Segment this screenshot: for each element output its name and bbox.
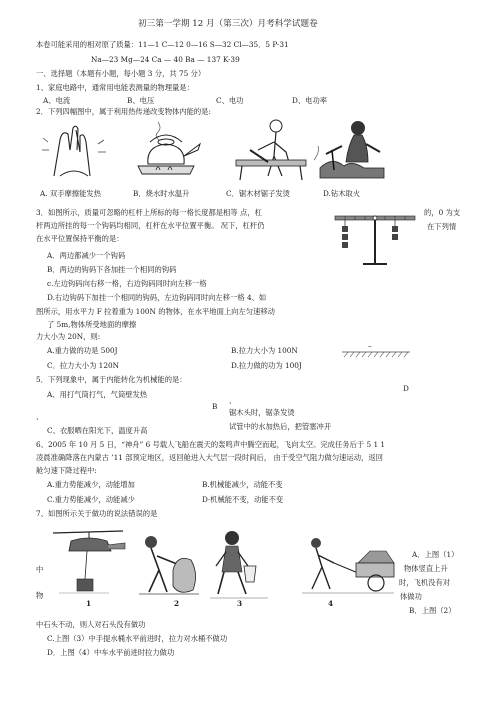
q6-line-3: 舱匀速下降过程中:	[36, 466, 97, 475]
q6-line-1: 6、2005 年 10 月 5 日，“神舟” 6 号载人飞船在震天的轰鸣声中腾空而起，飞向太空。完成任务后于 5 1 1	[36, 440, 386, 449]
q7-left-fragment-1: 中	[36, 565, 44, 574]
atomic-mass-line-1: 本卷可能采用的相对原了质量：11—1 C—12 0—16 S—32 Cl—35．5 P-31	[36, 40, 289, 49]
pulling-cart-figure	[300, 533, 396, 603]
q3-option-d: D.右边钩码下加挂一个相同的钩码，左边钩码同时向左移一格 4、如	[47, 293, 267, 302]
atomic-mass-line-2: Na—23 Mg—24 Ca — 40 Ba — 137 K-39	[91, 55, 240, 64]
drilling-wood-figure	[312, 116, 394, 186]
q4-option-d: D.拉力做的功为 100J	[231, 361, 302, 370]
q7-line-b-end: 中石头不动，则人对石头没有做功	[36, 620, 146, 629]
lever-figure	[333, 206, 417, 272]
q4-option-a: A.重力做的功是 500J	[47, 346, 118, 355]
q3-option-b: B．两边的钩码下各加挂一个相同的钩码	[47, 265, 177, 274]
q5-option-b-letter: B	[212, 402, 218, 411]
q3-line-2: 杆两边所挂的每一个钩码均相同，杠杆在水平位置平衡。 况下，杠杆仍	[36, 221, 265, 230]
q6-option-b: B.机械能减少，动能不变	[202, 480, 283, 489]
force-arrow-mark: –	[368, 341, 372, 350]
sawing-wood-figure	[228, 116, 318, 182]
q1-option-a: A、电流	[43, 96, 71, 105]
q6-option-d: D·机械能不变，动能不变	[202, 495, 284, 504]
q4-option-b: B.拉力大小为 100N	[231, 346, 298, 355]
page-title: 初三第一学期 12 月（第三次）月考科学试题卷	[138, 19, 318, 29]
q5-option-a: A、用打气筒打气，气筒壁发热	[47, 390, 148, 399]
q3-option-c: c.左边钩码向右移一格，右边钩码同时向左移一格	[47, 279, 207, 288]
q5-option-c: C、衣服晒在阳光下，温度升高	[47, 426, 148, 435]
q5-option-d-letter: D	[403, 384, 409, 393]
q1-option-b: B、电压	[127, 96, 155, 105]
q7-stem: 7、如图所示关于做功的说法错误的是	[36, 509, 158, 518]
section-heading: 一、选择题（本题有小题，每小题 3 分，共 75 分）	[36, 69, 206, 78]
helicopter-lifting-figure	[49, 525, 129, 609]
q7-right-1: A．上图（1）	[412, 550, 459, 559]
q3-line-1: 3．如图所示，质量可忽略的杠杆上所标的每一格长度都是相等 点，杠	[36, 208, 262, 217]
q7-right-3: 时，飞机没有对	[399, 578, 451, 587]
q7-right-4: 体做功	[400, 592, 422, 601]
rubbing-hands-figure	[40, 120, 110, 182]
q4-option-c: C．拉力大小为 120N	[47, 361, 119, 370]
q3-line-3: 在水平位置保持平衡的是：	[36, 234, 124, 243]
figure-label-3: 3	[237, 599, 243, 608]
q4-line-2: 了 5m,物体所受地面的摩擦	[47, 320, 137, 329]
q5-option-b: 锯木头时，锯条发烫	[229, 408, 295, 417]
kettle-on-stove-figure	[128, 120, 206, 182]
figure-label-2: 2	[174, 599, 180, 608]
q5-mark-1: 、	[229, 396, 237, 405]
q7-right-2: 物体竖直上升	[404, 564, 448, 573]
figure-label-4: 4	[328, 599, 334, 608]
q7-option-c: C.上图（3）中手提水桶水平前进时，拉力对水桶不做功	[47, 634, 228, 643]
ground-hatching-figure	[342, 350, 410, 358]
q6-line-2: 凌晨准确降落在内蒙古 ’11 部预定地区，返回舱进入大气层一段时间后， 由于受空气阻力做匀速运动，返回	[36, 453, 383, 462]
q5-stem: 5．下列现象中，属于内能转化为机械能的是：	[36, 375, 187, 384]
q1-option-c: C、电功	[216, 96, 244, 105]
q2-option-d: D.钻木取火	[323, 189, 361, 198]
q1-stem: 1、家庭电路中，通常用电能表测量的物理量是：	[36, 83, 194, 92]
figure-label-1: 1	[86, 599, 92, 608]
q2-option-c: C．锯木材锯子发烫	[226, 189, 290, 198]
q3-option-a: A．两边都减少一个钩码	[47, 251, 126, 260]
q4-line-3: 力大小为 20N，则:	[36, 332, 101, 341]
q4-line-1: 图所示，用水平力 F 拉着重为 100N 的物体，在水平地面上向左匀速移动	[36, 307, 275, 316]
q5-option-d: 试管中的水加热后，把管塞冲开	[229, 422, 332, 431]
q5-mark-2: 、	[36, 412, 44, 421]
q1-option-d: D、电功率	[292, 96, 328, 105]
q7-right-5: B．上图（2）	[409, 606, 456, 615]
q6-option-a: A.重力势能减少，动能增加	[47, 480, 135, 489]
pushing-stone-figure	[137, 530, 199, 610]
carrying-bucket-figure	[208, 528, 272, 610]
q3-line-2-right: 在下列情	[427, 222, 457, 231]
q3-line-1-right: 的，0 为支	[424, 208, 461, 217]
q2-stem: 2．下列四幅图中，属于利用热传递改变物体内能的是:	[36, 107, 211, 116]
q7-left-fragment-2: 物	[36, 591, 44, 600]
q2-option-a: A. 双手摩擦能发热	[40, 189, 101, 198]
q2-option-b: B．烧水时水温升	[133, 189, 190, 198]
q7-option-d: D．上图（4）中车水平前进时拉力做功	[47, 648, 175, 657]
q6-option-c: C.重力势能减少，动能减少	[47, 495, 135, 504]
